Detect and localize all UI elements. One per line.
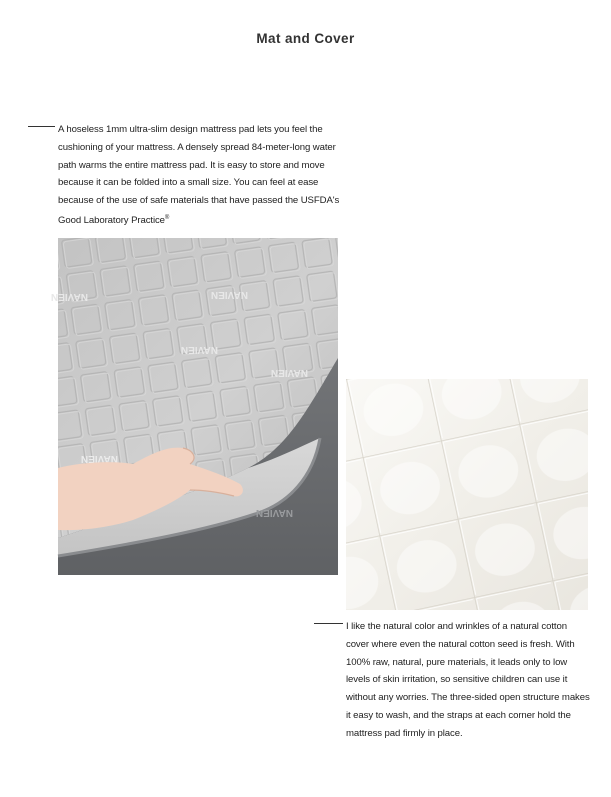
mat-photo — [50, 238, 338, 575]
cover-photo — [346, 379, 588, 610]
mat-logo-2: NAVIEN — [50, 291, 88, 302]
registered-mark: ® — [164, 214, 170, 221]
mat-logo-5: NAVIEN — [80, 453, 118, 464]
cover-description — [346, 618, 590, 743]
mat-logo-1: NAVIEN — [210, 289, 248, 300]
mat-photo-illustration — [50, 238, 338, 575]
mat-description-text: A hoseless 1mm ultra-slim design mattress pad lets you feel the cushioning of your mattress. A densely spread 84-meter-long water path warms the entire mattress pad. It is easy to store and move because it can be folded into a small size. You can feel at ease because of the use of safe materials that have passed the USFDA's Good Laboratory Practice — [58, 124, 340, 227]
mat-logo-3: NAVIEN — [180, 344, 218, 355]
cover-section-rule — [314, 623, 343, 624]
mat-logo-4: NAVIEN — [270, 367, 308, 378]
mat-logo-6: NAVIEN — [255, 507, 293, 518]
page-title: Mat and Cover — [256, 31, 355, 46]
cover-description-text: I like the natural color and wrinkles of a natural cotton cover where even the natural cotton seed is fresh. With 100% raw, natural, pure materials, it leads only to low levels of skin irritation, so sensitive children can use it without any worries. The three-sided open structure makes it easy to wash, and the straps at each corner hold the mattress pad firmly in place. — [346, 621, 590, 739]
cover-photo-illustration — [346, 379, 588, 610]
mat-description — [58, 121, 340, 230]
mat-section-rule — [28, 126, 55, 127]
